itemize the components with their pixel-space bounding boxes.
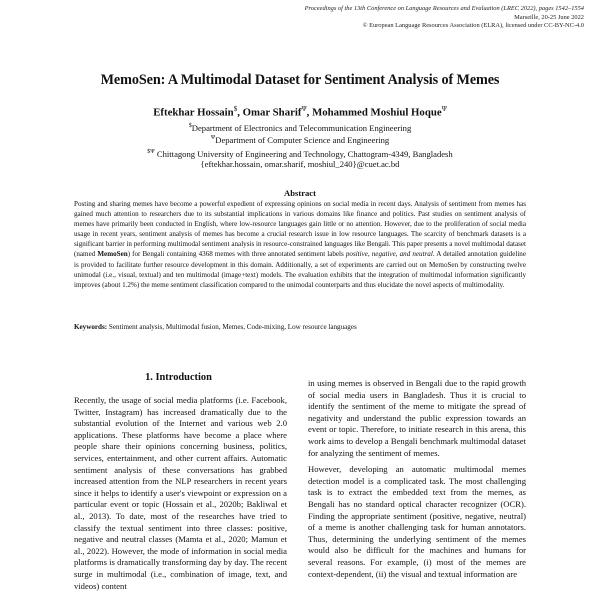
affiliation-mark: $Ψ (147, 149, 155, 155)
keywords (74, 323, 526, 331)
affiliation-mark: $ (188, 123, 192, 129)
abstract-part: . A detailed annotation guideline is provided to facilitate further resource development in this domain. Additionally, a set of experiments are carried out on MemoSen by constructing twelve unimodal (i.e., visual, textual) and ten multimodal (image+text) models. The evaluation exhibits that the integration of multimodal information significantly improves (about 1.2%) the meme sentiment classification compared to the unimodal counterparts and thus elucidate the novel aspects of multimodality. (74, 250, 527, 289)
paragraph: in using memes is observed in Bengali due to the rapid growth of social media users in Bangladesh. Thus it is crucial to identify the sentiment of the meme to mitigate the spread of negativity and understand the public expression towards an event or topic. Therefore, to initiate research in this arena, this work aims to develop a Bengali benchmark multimodal dataset for analyzing the sentiment of memes. (308, 378, 526, 458)
license-line: © European Language Resources Association (ELRA), licensed under CC-BY-NC-4.0 (362, 22, 584, 30)
proceedings-line: Proceedings of the 13th Conference on Language Resources and Evaluation (LREC 2022), pages 1542–1554 (304, 5, 584, 12)
author-emails: {eftekhar.hossain, omar.sharif, moshiul_240}@cuet.ac.bd (200, 159, 400, 169)
affiliation-text: Department of Electronics and Telecommunication Engineering (191, 122, 412, 133)
keywords-text: Sentiment analysis, Multimodal fusion, Memes, Code-mixing, Low resource languages (107, 323, 357, 331)
abstract-part: Posting and sharing memes have become a powerful expedient of expressing opinions on social media in recent days. Analysis of sentiment from memes has gained much attention to researchers due to its substantial implications in various domains like finance and politics. Past studies on sentiment analysis of memes have primarily been conducted in English, where low-resource languages gain little or no attention. However, due to the proliferation of social media usage in recent years, sentiment analysis of memes has become a crucial research issue in low resource languages. The scarcity of benchmark datasets is a significant barrier in performing multimodal sentiment analysis in resource-constrained languages like Bengali. This paper presents a novel multimodal dataset (named (74, 200, 526, 259)
dataset-name: MemoSen (97, 250, 128, 259)
affiliation-text: Department of Computer Science and Engineering (215, 134, 390, 145)
right-column (308, 378, 526, 585)
author-list: Eftekhar Hossain$, Omar Sharif$^\Psi$, Mohammed Moshiul Hoque$^\Psi$ (153, 105, 447, 119)
affiliation-mark: Ψ (210, 135, 216, 141)
paper-title: MemoSen: A Multimodal Dataset for Sentiment Analysis of Memes (100, 72, 500, 88)
abstract-part: ) for Bengali containing 4368 memes with three annotated sentiment labels (127, 250, 346, 259)
abstract-heading: Abstract (284, 188, 316, 198)
affiliation-text: Chittagong University of Engineering and Technology, Chattogram-4349, Bangladesh (156, 148, 453, 159)
keywords-label: Keywords: (74, 323, 108, 331)
left-column (74, 395, 287, 597)
author-name: Mohammed Moshiul Hoque (312, 106, 442, 119)
author-mark: Ψ (301, 105, 307, 113)
affiliation-line (0, 147, 600, 160)
paragraph: However, developing an automatic multimodal memes detection model is a complicated task. The most challenging task is to extract the embedded text from the memes, as Bengali has no standard optical character recognizer (OCR). Finding the appropriate sentiment (positive, negative, neutral) of a meme is another challenging task for human annotators. Thus, determining the underlying sentiment of the memes would also be difficult for the machines and humans for several reasons. For example, (i) most of the memes are context-dependent, (ii) the visual and textual information are (308, 464, 526, 579)
paragraph: Recently, the usage of social media platforms (i.e. Facebook, Twitter, Instagram) has increased dramatically due to the substantial evolution of the Internet and various web 2.0 applications. These platforms have become a place where people share their opinions concerning business, politics, services, entertainment, and other current affairs. Automatic sentiment analysis of these conversations has grabbed increased attention from the NLP researchers in recent years since it helps to identify a user's viewpoint or expression on a particular event or topic (Hossain et al., 2020b; Bakliwal et al., 2013). To date, most of the researches have tried to classify the textual sentiment into three classes: positive, negative and neutral classes (Mamta et al., 2020; Mamun et al., 2022). However, the mode of information in social media platforms is dramatically transforming day by day. The recent surge in multimodal (i.e., combination of image, text, and videos) content (74, 395, 287, 591)
affiliation-line (0, 133, 600, 146)
author-name: Omar Sharif (242, 106, 302, 119)
author-mark: Ψ (441, 105, 447, 113)
abstract-text (74, 199, 526, 290)
location-line: Marseille, 20-25 June 2022 (514, 13, 584, 21)
author-mark: $ (233, 105, 238, 113)
affiliation-line (0, 121, 600, 134)
author-name: Eftekhar Hossain (153, 106, 234, 119)
proceedings-header (144, 5, 584, 31)
section-heading-introduction: 1. Introduction (145, 372, 212, 383)
sentiment-labels: positive, negative, and neutral (345, 250, 433, 259)
